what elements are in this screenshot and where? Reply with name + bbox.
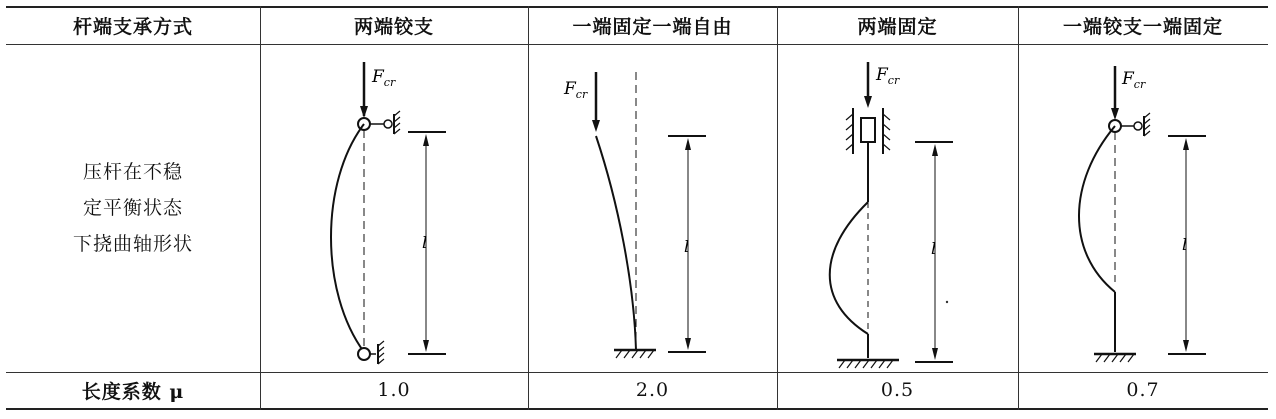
- header-fixed-free: 一端固定一端自由: [572, 15, 733, 38]
- shape-row-label-line-2: 定平衡状态: [82, 197, 183, 219]
- header-pinned-fixed: 一端铰支一端固定: [1062, 15, 1223, 38]
- force-arrowhead: [592, 120, 600, 132]
- mu-value-fixed-fixed: 0.5: [880, 379, 915, 401]
- slider-block-icon: [861, 118, 875, 142]
- shape-row-label: [6, 44, 260, 372]
- buckled-shape: [596, 136, 636, 350]
- force-label: $F_{cr}$: [876, 65, 900, 87]
- mu-value-pinned-fixed: 0.7: [1126, 379, 1160, 401]
- length-label: l: [931, 239, 937, 258]
- bottom-pin-icon: [358, 348, 370, 360]
- buckled-shape: [1079, 126, 1115, 292]
- header-pinned-pinned: 两端铰支: [353, 15, 434, 38]
- shape-row-label-line-3: 下挠曲轴形状: [72, 233, 193, 255]
- length-label: l: [684, 237, 690, 256]
- table-bottom-rule: [6, 408, 1268, 410]
- shape-row-label-line-1: 压杆在不稳: [82, 161, 183, 183]
- diagram-fixed-free: [528, 52, 777, 370]
- mu-row-label: 长度系数 μ: [81, 380, 185, 403]
- force-arrowhead: [864, 96, 872, 108]
- length-label: l: [422, 233, 428, 252]
- force-label: $F_{cr}$: [564, 79, 588, 101]
- mu-value-pinned-pinned: 1.0: [377, 379, 411, 401]
- buckled-shape: [830, 202, 868, 334]
- force-label: $F_{cr}$: [1122, 69, 1146, 91]
- mu-value-fixed-free: 2.0: [635, 379, 670, 401]
- force-arrowhead: [1111, 108, 1119, 120]
- buckled-shape: [331, 124, 364, 352]
- length-label: l: [1182, 235, 1188, 254]
- header-fixed-fixed: 两端固定: [857, 15, 938, 38]
- diagram-pinned-pinned: [260, 52, 528, 370]
- header-support-type: 杆端支承方式: [72, 15, 193, 38]
- diagram-fixed-fixed: [777, 52, 1018, 370]
- force-arrowhead: [360, 106, 368, 118]
- diagram-pinned-fixed: [1018, 52, 1268, 370]
- force-label: $F_{cr}$: [372, 67, 396, 89]
- buckling-length-table: [6, 6, 1268, 410]
